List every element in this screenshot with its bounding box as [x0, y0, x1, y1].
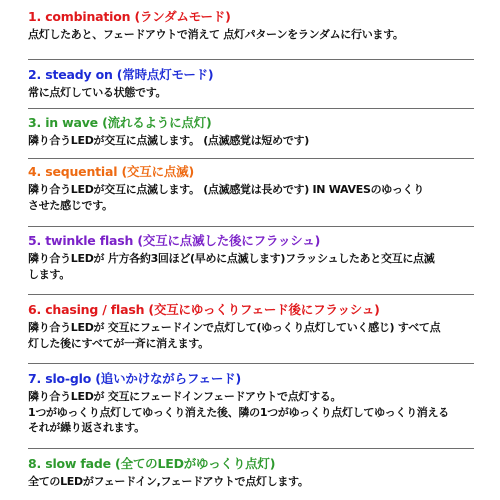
mode-title: 1. combination (ランダムモード) — [28, 9, 231, 24]
mode-description — [28, 27, 474, 43]
mode-description-line: します。 — [28, 267, 70, 281]
mode-description — [28, 320, 474, 351]
mode-item-slo-glo — [28, 370, 474, 449]
mode-description-line: 隣り合うLEDが交互に点滅します。 (点滅感覚は短めです) — [28, 134, 309, 147]
mode-item-in-wave — [28, 114, 474, 159]
mode-item-steady-on — [28, 66, 474, 109]
mode-description-line: 隣り合うLEDが 交互にフェードインフェードアウトで点灯する。 — [28, 390, 342, 403]
mode-title: 7. slo-glo (追いかけながらフェード) — [28, 371, 241, 386]
mode-description-line: 隣り合うLEDが 交互にフェードインで点灯して(ゆっくり点灯していく感じ) すべて点 — [28, 321, 441, 334]
mode-description-line: 灯した後にすべてが一斉に消えます。 — [28, 336, 209, 350]
mode-description — [28, 182, 474, 213]
mode-title: 3. in wave (流れるように点灯) — [28, 115, 212, 130]
mode-title: 5. twinkle flash (交互に点滅した後にフラッシュ) — [28, 233, 321, 248]
mode-description — [28, 133, 474, 149]
mode-description-line: 常に点灯している状態です。 — [28, 86, 167, 99]
mode-description — [28, 85, 474, 101]
mode-title: 8. slow fade (全てのLEDがゆっくり点灯) — [28, 456, 276, 471]
mode-title: 4. sequential (交互に点滅) — [28, 164, 194, 179]
mode-item-chasing-flash — [28, 301, 474, 364]
mode-title: 6. chasing / flash (交互にゆっくりフェード後にフラッシュ) — [28, 302, 380, 317]
mode-description-line: 隣り合うLEDが 片方各約3回ほど(早めに点滅します)フラッシュしたあと交互に点滅 — [28, 252, 435, 265]
mode-item-sequential — [28, 163, 474, 227]
mode-description-line: 点灯したあと、フェードアウトで消えて 点灯パターンをランダムに行います。 — [28, 28, 404, 41]
mode-description — [28, 251, 474, 282]
mode-item-slow-fade — [28, 455, 474, 495]
mode-description-line: 1つがゆっくり点灯してゆっくり消えた後、隣の1つがゆっくり点灯してゆっくり消える — [28, 405, 449, 419]
mode-description — [28, 474, 474, 490]
mode-description — [28, 389, 474, 436]
mode-description-line: それが繰り返されます。 — [28, 421, 145, 434]
mode-description-line: させた感じです。 — [28, 198, 113, 212]
mode-description-line: 全てのLEDがフェードイン,フェードアウトで点灯します。 — [28, 475, 309, 488]
mode-item-combination — [28, 8, 474, 60]
mode-description-line: 隣り合うLEDが交互に点滅します。 (点滅感覚は長めです) IN WAVESのゆっくり — [28, 183, 424, 196]
mode-title: 2. steady on (常時点灯モード) — [28, 67, 214, 82]
mode-item-twinkle-flash — [28, 232, 474, 295]
